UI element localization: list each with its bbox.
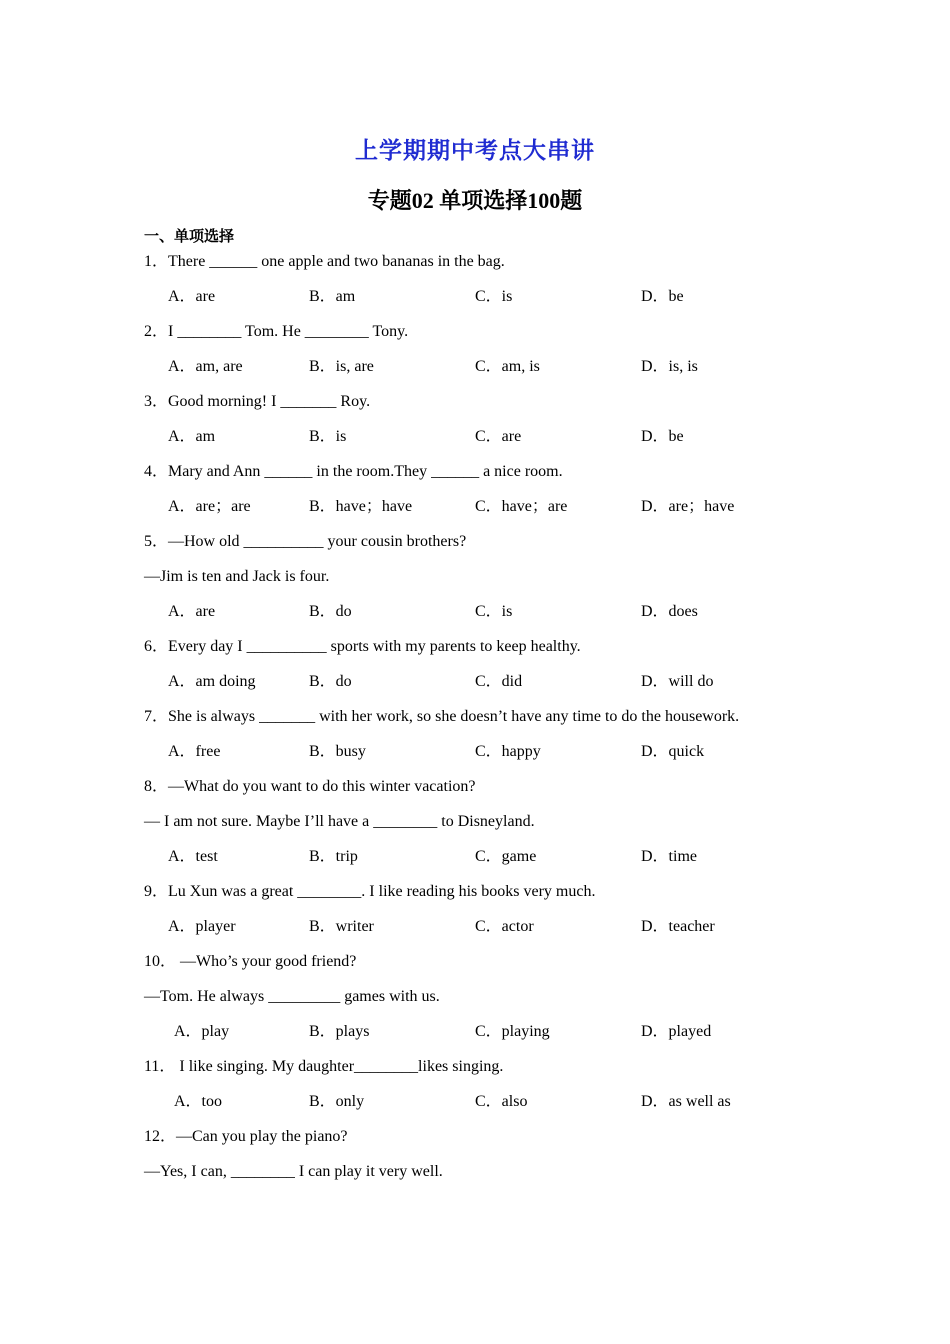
option-b: B．have；have	[309, 498, 413, 515]
question-stem: 6．Every day I __________ sports with my parents to keep healthy.	[144, 638, 581, 655]
answer-options	[144, 283, 844, 318]
option-d: D．does	[641, 603, 698, 620]
question-stem: 4．Mary and Ann ______ in the room.They ______ a nice room.	[144, 463, 563, 480]
question-dialogue-line: —Jim is ten and Jack is four.	[144, 568, 330, 585]
option-b: B．only	[309, 1093, 365, 1110]
option-b: B．do	[309, 603, 352, 620]
option-d: D．played	[641, 1023, 712, 1040]
option-a: A．player	[168, 918, 236, 935]
option-d: D．will do	[641, 673, 714, 690]
answer-options	[144, 913, 844, 948]
document-title: 上学期期中考点大串讲	[355, 138, 595, 163]
answer-options	[144, 423, 844, 458]
question-list	[144, 248, 844, 1193]
option-b: B．writer	[309, 918, 374, 935]
option-c: C．did	[475, 673, 523, 690]
question-stem: 10． —Who’s your good friend?	[144, 953, 357, 970]
option-a: A．too	[174, 1093, 223, 1110]
option-a: A．are；are	[168, 498, 251, 515]
option-d: D．be	[641, 288, 684, 305]
option-c: C．am, is	[475, 358, 540, 375]
question-stem: 9．Lu Xun was a great ________. I like reading his books very much.	[144, 883, 596, 900]
question-dialogue-line: —Tom. He always _________ games with us.	[144, 988, 440, 1005]
option-d: D．are；have	[641, 498, 735, 515]
option-c: C．are	[475, 428, 522, 445]
option-a: A．free	[168, 743, 221, 760]
option-a: A．test	[168, 848, 218, 865]
option-b: B．trip	[309, 848, 358, 865]
question-stem: 5．—How old __________ your cousin brothers?	[144, 533, 467, 550]
question-stem: 2．I ________ Tom. He ________ Tony.	[144, 323, 409, 340]
option-d: D．be	[641, 428, 684, 445]
option-c: C．also	[475, 1093, 528, 1110]
answer-options	[144, 493, 844, 528]
option-d: D．is, is	[641, 358, 698, 375]
option-d: D．quick	[641, 743, 705, 760]
option-b: B．plays	[309, 1023, 370, 1040]
question-stem: 12．—Can you play the piano?	[144, 1128, 348, 1145]
option-a: A．am	[168, 428, 216, 445]
option-b: B．is	[309, 428, 347, 445]
answer-options	[144, 668, 844, 703]
question-dialogue-line: —Yes, I can, ________ I can play it very well.	[144, 1163, 443, 1180]
answer-options	[144, 843, 844, 878]
option-c: C．is	[475, 288, 513, 305]
option-b: B．busy	[309, 743, 366, 760]
question-stem: 11． I like singing. My daughter________likes singing.	[144, 1058, 504, 1075]
option-c: C．is	[475, 603, 513, 620]
option-c: C．happy	[475, 743, 541, 760]
option-a: A．are	[168, 603, 216, 620]
option-c: C．game	[475, 848, 537, 865]
option-b: B．am	[309, 288, 356, 305]
answer-options	[144, 1018, 844, 1053]
answer-options	[144, 1088, 844, 1123]
answer-options	[144, 353, 844, 388]
answer-options	[144, 738, 844, 773]
question-dialogue-line: — I am not sure. Maybe I’ll have a ________ to Disneyland.	[144, 813, 535, 830]
question-stem: 8．—What do you want to do this winter vacation?	[144, 778, 476, 795]
option-c: C．actor	[475, 918, 534, 935]
question-stem: 3．Good morning! I _______ Roy.	[144, 393, 371, 410]
question-stem: 1．There ______ one apple and two bananas in the bag.	[144, 253, 505, 270]
option-a: A．play	[174, 1023, 230, 1040]
question-stem: 7．She is always _______ with her work, so she doesn’t have any time to do the housework.	[144, 708, 740, 725]
section-heading: 一、单项选择	[144, 229, 235, 245]
option-a: A．am doing	[168, 673, 256, 690]
option-d: D．time	[641, 848, 697, 865]
option-b: B．do	[309, 673, 352, 690]
option-b: B．is, are	[309, 358, 374, 375]
option-c: C．playing	[475, 1023, 550, 1040]
answer-options	[144, 598, 844, 633]
option-a: A．am, are	[168, 358, 243, 375]
option-a: A．are	[168, 288, 216, 305]
option-d: D．as well as	[641, 1093, 731, 1110]
option-d: D．teacher	[641, 918, 715, 935]
document-subtitle: 专题02 单项选择100题	[367, 188, 583, 213]
option-c: C．have；are	[475, 498, 568, 515]
